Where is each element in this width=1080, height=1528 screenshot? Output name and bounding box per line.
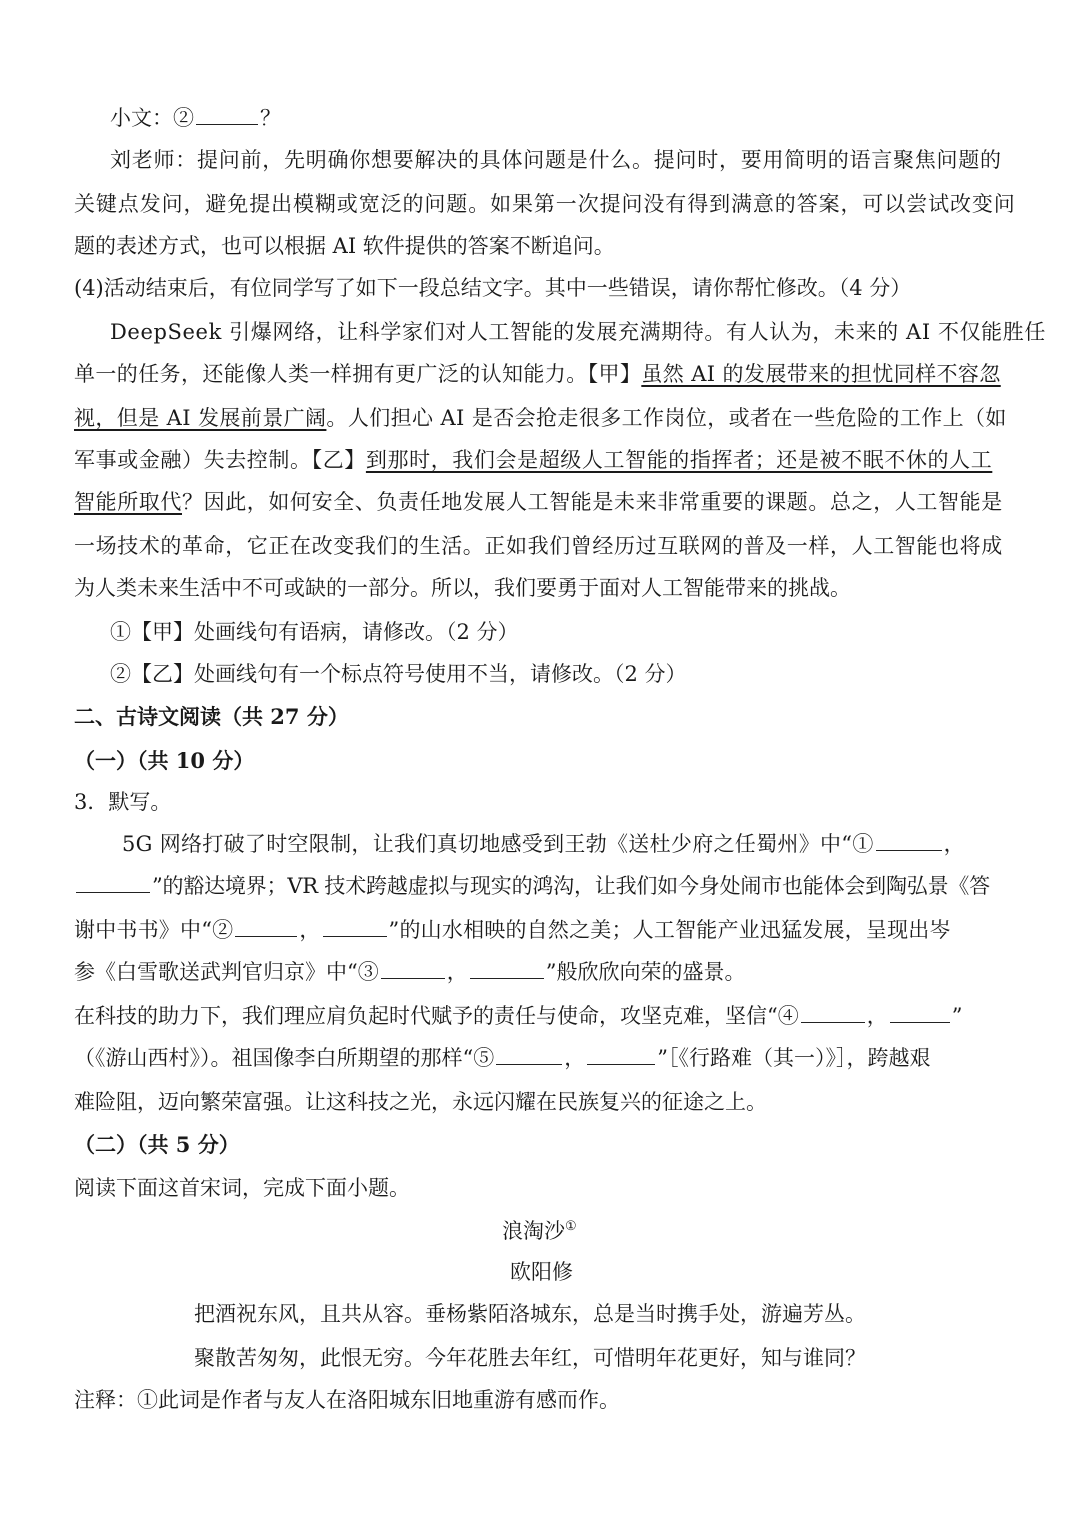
answer-blank [235, 935, 297, 937]
teacher-line-2: 关键点发问，避免提出模糊或宽泛的问题。如果第一次提问没有得到满意的答案，可以尝试改变问 [74, 192, 1016, 216]
q4-sub-1: ①【甲】处画线句有语病，请修改。（2 分） [110, 620, 519, 644]
recite-text: ， [564, 1046, 586, 1070]
passage-line-2 [74, 364, 1001, 385]
recite-text: 在科技的助力下，我们理应肩负起时代赋予的责任与使命，攻坚克难，坚信“④ [74, 1004, 799, 1028]
answer-blank [381, 977, 445, 979]
recite-text: ， [943, 832, 965, 856]
poem-instruction: 阅读下面这首宋词，完成下面小题。 [74, 1176, 410, 1200]
recite-text: 参《白雪歌送武判官归京》中“③ [74, 960, 379, 984]
section-heading: 二、古诗文阅读（共 27 分） [74, 704, 349, 729]
xiaowen-label: 小文：② [110, 106, 194, 130]
recite-text: ” [951, 1004, 963, 1028]
underlined-sentence-jia: 虽然 AI 的发展带来的担忧同样不容忽 [641, 362, 1001, 386]
recite-text: ”的豁达境界；VR 技术跨越虚拟与现实的鸿沟，让我们如今身处闹市也能体会到陶弘景《答 [152, 874, 990, 898]
passage-text: 。人们担心 AI 是否会抢走很多工作岗位，或者在一些危险的工作上（如 [326, 406, 1007, 430]
answer-blank [587, 1063, 655, 1065]
passage-line-1: DeepSeek 引爆网络，让科学家们对人工智能的发展充满期待。有人认为，未来的 AI 不仅能胜任 [110, 320, 1046, 344]
recite-text: ”［《行路难（其一）》］，跨越艰 [657, 1046, 931, 1070]
underlined-sentence-jia-end: 视，但是 AI 发展前景广阔 [74, 406, 327, 430]
answer-blank [196, 123, 258, 125]
q4-prompt: (4)活动结束后，有位同学写了如下一段总结文字。其中一些错误，请你帮忙修改。（4 分） [74, 276, 912, 300]
recite-line-1 [122, 834, 965, 855]
answer-blank [470, 977, 544, 979]
recite-line-3 [74, 920, 951, 941]
recite-line-4 [74, 962, 746, 983]
recite-text: ， [446, 960, 468, 984]
passage-line-6: 一场技术的革命，它正在改变我们的生活。正如我们曾经历过互联网的普及一样，人工智能也将成 [74, 534, 1003, 558]
passage-line-5 [74, 492, 1003, 513]
recite-text: ， [866, 1004, 888, 1028]
poem-line-2: 聚散苦匆匆，此恨无穷。今年花胜去年红，可惜明年花更好，知与谁同？ [194, 1346, 866, 1370]
recite-text: ， [299, 918, 321, 942]
recite-text: （《游山西村》）。祖国像李白所期望的那样“⑤ [74, 1046, 495, 1070]
part-1-heading: （一）（共 10 分） [74, 748, 255, 773]
answer-blank [876, 849, 942, 851]
poem-line-1: 把酒祝东风，且共从容。垂杨紫陌洛城东，总是当时携手处，游遍芳丛。 [194, 1302, 866, 1326]
question-mark: ？ [260, 106, 281, 130]
recite-text: ”的山水相映的自然之美；人工智能产业迅猛发展，呈现出岑 [388, 918, 951, 942]
answer-blank [323, 935, 387, 937]
part-2-heading: （二）（共 5 分） [74, 1132, 240, 1157]
answer-blank [801, 1021, 865, 1023]
q3-title: 3．默写。 [74, 790, 172, 814]
poem-title [502, 1220, 577, 1242]
poem-note: 注释：①此词是作者与友人在洛阳城东旧地重游有感而作。 [74, 1388, 620, 1412]
answer-blank [76, 891, 150, 893]
recite-line-2 [74, 876, 990, 897]
passage-text: 单一的任务，还能像人类一样拥有更广泛的认知能力。【甲】 [74, 362, 642, 386]
passage-text: 军事或金融）失去控制。【乙】 [74, 448, 366, 472]
underlined-sentence-yi: 到那时，我们会是超级人工智能的指挥者；还是被不眠不休的人工 [365, 448, 993, 472]
xiaowen-line [110, 108, 281, 129]
passage-line-3 [74, 408, 1007, 429]
passage-line-7: 为人类未来生活中不可或缺的一部分。所以，我们要勇于面对人工智能带来的挑战。 [74, 576, 851, 600]
footnote-marker: ① [565, 1219, 577, 1234]
q4-sub-2: ②【乙】处画线句有一个标点符号使用不当，请修改。（2 分） [110, 662, 687, 686]
recite-line-7: 难险阻，迈向繁荣富强。让这科技之光，永远闪耀在民族复兴的征途之上。 [74, 1090, 767, 1114]
recite-line-5 [74, 1006, 962, 1027]
answer-blank [890, 1021, 950, 1023]
passage-line-4 [74, 450, 992, 471]
answer-blank [496, 1063, 562, 1065]
passage-text: ？因此，如何安全、负责任地发展人工智能是未来非常重要的课题。总之，人工智能是 [182, 490, 1003, 514]
recite-line-6 [74, 1048, 930, 1069]
recite-text: 5G 网络打破了时空限制，让我们真切地感受到王勃《送杜少府之任蜀州》中“① [122, 832, 874, 856]
poem-title-text: 浪淘沙 [502, 1219, 565, 1243]
recite-text: ”般欣欣向荣的盛景。 [545, 960, 746, 984]
teacher-line-1: 刘老师：提问前，先明确你想要解决的具体问题是什么。提问时，要用简明的语言聚焦问题的 [110, 148, 1002, 172]
teacher-line-3: 题的表述方式，也可以根据 AI 软件提供的答案不断追问。 [74, 234, 615, 258]
underlined-sentence-yi-end: 智能所取代 [74, 490, 182, 514]
poem-author: 欧阳修 [510, 1260, 573, 1284]
recite-text: 谢中书书》中“② [74, 918, 234, 942]
